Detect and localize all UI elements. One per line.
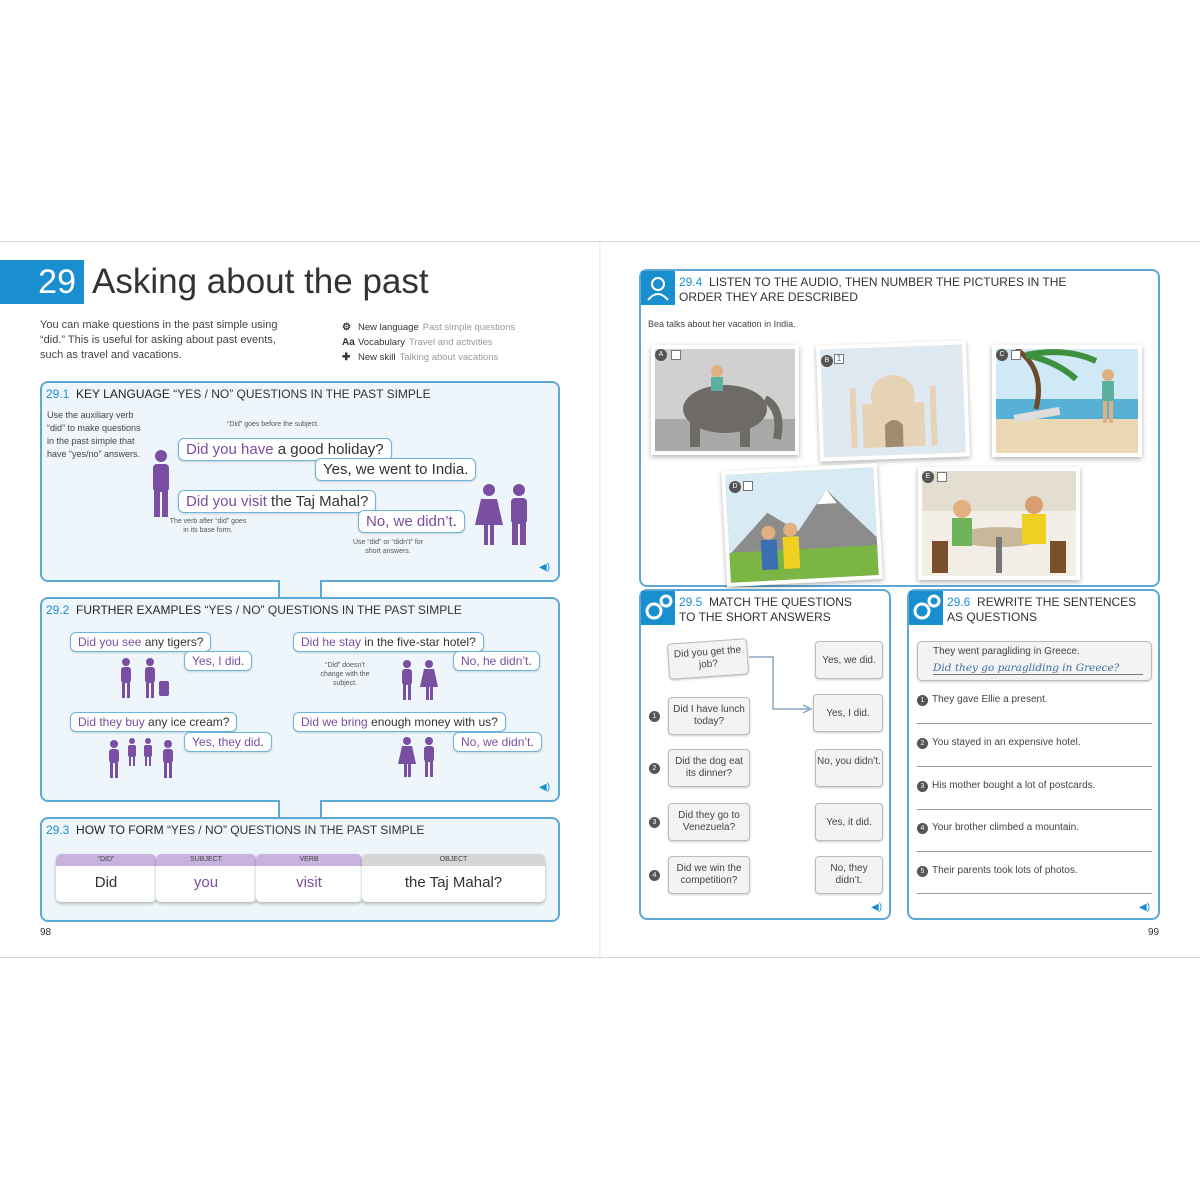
label-b: B xyxy=(821,355,833,367)
person-figure xyxy=(146,449,176,521)
bubble-e3-a: Yes, they did. xyxy=(184,732,272,752)
panel-29-3-heading: 29.3 HOW TO FORM “YES / NO” QUESTIONS IN THE PAST SIMPLE xyxy=(46,823,425,837)
item-1: They gave Ellie a present. xyxy=(932,694,1048,705)
item-3: His mother bought a lot of postcards. xyxy=(932,780,1096,791)
gears-icon xyxy=(909,591,943,625)
question-3[interactable]: Did they go to Venezuela? xyxy=(668,803,750,841)
pair2-figure xyxy=(397,736,443,778)
page-number-left: 98 xyxy=(40,927,52,938)
checkbox-d[interactable] xyxy=(743,481,753,491)
page-number-right: 99 xyxy=(1148,927,1160,938)
audio-icon[interactable]: ◀) xyxy=(871,902,883,913)
checkbox-c[interactable] xyxy=(1011,350,1021,360)
number-2: 2 xyxy=(649,763,660,774)
hint-did-no-change: “Did” doesn’t change with the subject. xyxy=(320,662,370,687)
bubble-e2-q: Did he stay in the five-star hotel? xyxy=(293,632,484,652)
puzzle-icon: ✚ xyxy=(342,352,351,363)
label-d: D xyxy=(729,481,741,493)
intro-text: You can make questions in the past simple using “did.” This is useful for asking about past events, such as travel and vacations. xyxy=(40,319,278,361)
answer-e[interactable]: No, they didn’t. xyxy=(815,856,883,894)
panel-29-5-heading: 29.5 MATCH THE QUESTIONS TO THE SHORT ANSWERS xyxy=(679,595,852,624)
example-answer: Did they go paragliding in Greece? xyxy=(933,662,1143,675)
audio-icon[interactable]: ◀) xyxy=(539,782,551,793)
number-3: 3 xyxy=(649,817,660,828)
unit-number: 29 xyxy=(0,260,84,304)
match-arrow xyxy=(745,653,815,719)
answer-line-1[interactable] xyxy=(917,723,1152,724)
number-5: 5 xyxy=(917,866,928,877)
bubble-e4-q: Did we bring enough money with us? xyxy=(293,712,506,732)
answer-c[interactable]: No, you didn’t. xyxy=(815,749,883,787)
meta-new-language: ⚙ New language Past simple questions xyxy=(342,322,516,333)
checkbox-e[interactable] xyxy=(937,472,947,482)
couple-figure xyxy=(475,483,533,547)
number-2: 2 xyxy=(917,738,928,749)
panel-29-6 xyxy=(907,589,1160,920)
bubble-q2: Did you visit the Taj Mahal? xyxy=(178,490,376,513)
answer-line-4[interactable] xyxy=(917,851,1152,852)
note-auxiliary: Use the auxiliary verb “did” to make questions in the past simple that have “yes/no” answers. xyxy=(47,410,141,459)
family-figure xyxy=(104,736,184,780)
answer-line-3[interactable] xyxy=(917,809,1152,810)
item-4: Your brother climbed a mountain. xyxy=(932,822,1079,833)
unit-title: Asking about the past xyxy=(92,262,429,301)
piece-did: “DID” Did xyxy=(56,854,156,902)
answer-line-2[interactable] xyxy=(917,766,1152,767)
example-sentence: They went paragliding in Greece. xyxy=(933,646,1080,657)
question-2[interactable]: Did the dog eat its dinner? xyxy=(668,749,750,787)
number-1: 1 xyxy=(917,695,928,706)
photo-a-elephant xyxy=(651,345,799,455)
meta-new-skill: ✚ New skill Talking about vacations xyxy=(342,352,499,363)
piece-object: OBJECT the Taj Mahal? xyxy=(362,854,545,902)
answer-line-5[interactable] xyxy=(917,893,1152,894)
photo-e-restaurant xyxy=(918,467,1080,580)
book-spread xyxy=(0,241,1200,958)
bubble-q1: Did you have a good holiday? xyxy=(178,438,392,461)
panel-29-4 xyxy=(639,269,1160,587)
gutter xyxy=(599,242,601,957)
number-4: 4 xyxy=(649,870,660,881)
bubble-e2-a: No, he didn’t. xyxy=(453,651,540,671)
answer-d[interactable]: Yes, it did. xyxy=(815,803,883,841)
photo-c-beach xyxy=(992,345,1142,457)
listen-icon xyxy=(641,271,675,305)
tourists-figure xyxy=(114,657,174,701)
piece-verb: VERB visit xyxy=(256,854,362,902)
number-4: 4 xyxy=(917,823,928,834)
s294-subtitle: Bea talks about her vacation in India. xyxy=(648,319,796,329)
number-1: 1 xyxy=(649,711,660,722)
bubble-e3-q: Did they buy any ice cream? xyxy=(70,712,237,732)
bubble-e1-q: Did you see any tigers? xyxy=(70,632,211,652)
label-a: A xyxy=(655,349,667,361)
answer-b[interactable]: Yes, I did. xyxy=(813,694,883,732)
checkbox-b[interactable]: 1 xyxy=(834,354,844,364)
question-example[interactable]: Did you get the job? xyxy=(667,638,749,679)
pair-figure xyxy=(397,659,443,701)
panel-29-2-heading: 29.2 FURTHER EXAMPLES “YES / NO” QUESTIONS IN THE PAST SIMPLE xyxy=(46,603,462,617)
question-1[interactable]: Did I have lunch today? xyxy=(668,697,750,735)
panel-29-4-heading: 29.4 LISTEN TO THE AUDIO, THEN NUMBER THE PICTURES IN THE ORDER THEY ARE DESCRIBED xyxy=(679,275,1067,304)
number-3: 3 xyxy=(917,781,928,792)
checkbox-a[interactable] xyxy=(671,350,681,360)
panel-29-3 xyxy=(40,817,560,922)
item-5: Their parents took lots of photos. xyxy=(932,865,1078,876)
panel-29-5 xyxy=(639,589,891,920)
audio-icon[interactable]: ◀) xyxy=(1139,902,1151,913)
gears-icon xyxy=(641,591,675,625)
panel-29-1 xyxy=(40,381,560,582)
hint-base-form: The verb after “did” goes in its base form. xyxy=(169,518,247,534)
panel-29-1-heading: 29.1 KEY LANGUAGE “YES / NO” QUESTIONS IN THE PAST SIMPLE xyxy=(46,387,431,401)
gear-icon: ⚙ xyxy=(342,322,351,333)
answer-a[interactable]: Yes, we did. xyxy=(815,641,883,679)
audio-icon[interactable]: ◀) xyxy=(539,562,551,573)
unit-meta xyxy=(342,320,515,365)
bubble-e4-a: No, we didn’t. xyxy=(453,732,542,752)
hint-short-answers: Use “did” or “didn’t” for short answers. xyxy=(352,539,424,555)
label-e: E xyxy=(922,471,934,483)
bubble-a2: No, we didn’t. xyxy=(358,510,465,533)
bubble-e1-a: Yes, I did. xyxy=(184,651,252,671)
bubble-a1: Yes, we went to India. xyxy=(315,458,476,481)
item-2: You stayed in an expensive hotel. xyxy=(932,737,1081,748)
panel-29-2 xyxy=(40,597,560,802)
piece-subject: SUBJECT you xyxy=(156,854,256,902)
panel-29-6-heading: 29.6 REWRITE THE SENTENCES AS QUESTIONS xyxy=(947,595,1137,624)
question-4[interactable]: Did we win the competition? xyxy=(668,856,750,894)
hint-did-before: “Did” goes before the subject. xyxy=(227,421,319,428)
label-c: C xyxy=(996,349,1008,361)
meta-vocabulary: Aa Vocabulary Travel and activities xyxy=(342,337,493,348)
example-box xyxy=(917,641,1152,681)
aa-icon: Aa xyxy=(342,337,355,348)
